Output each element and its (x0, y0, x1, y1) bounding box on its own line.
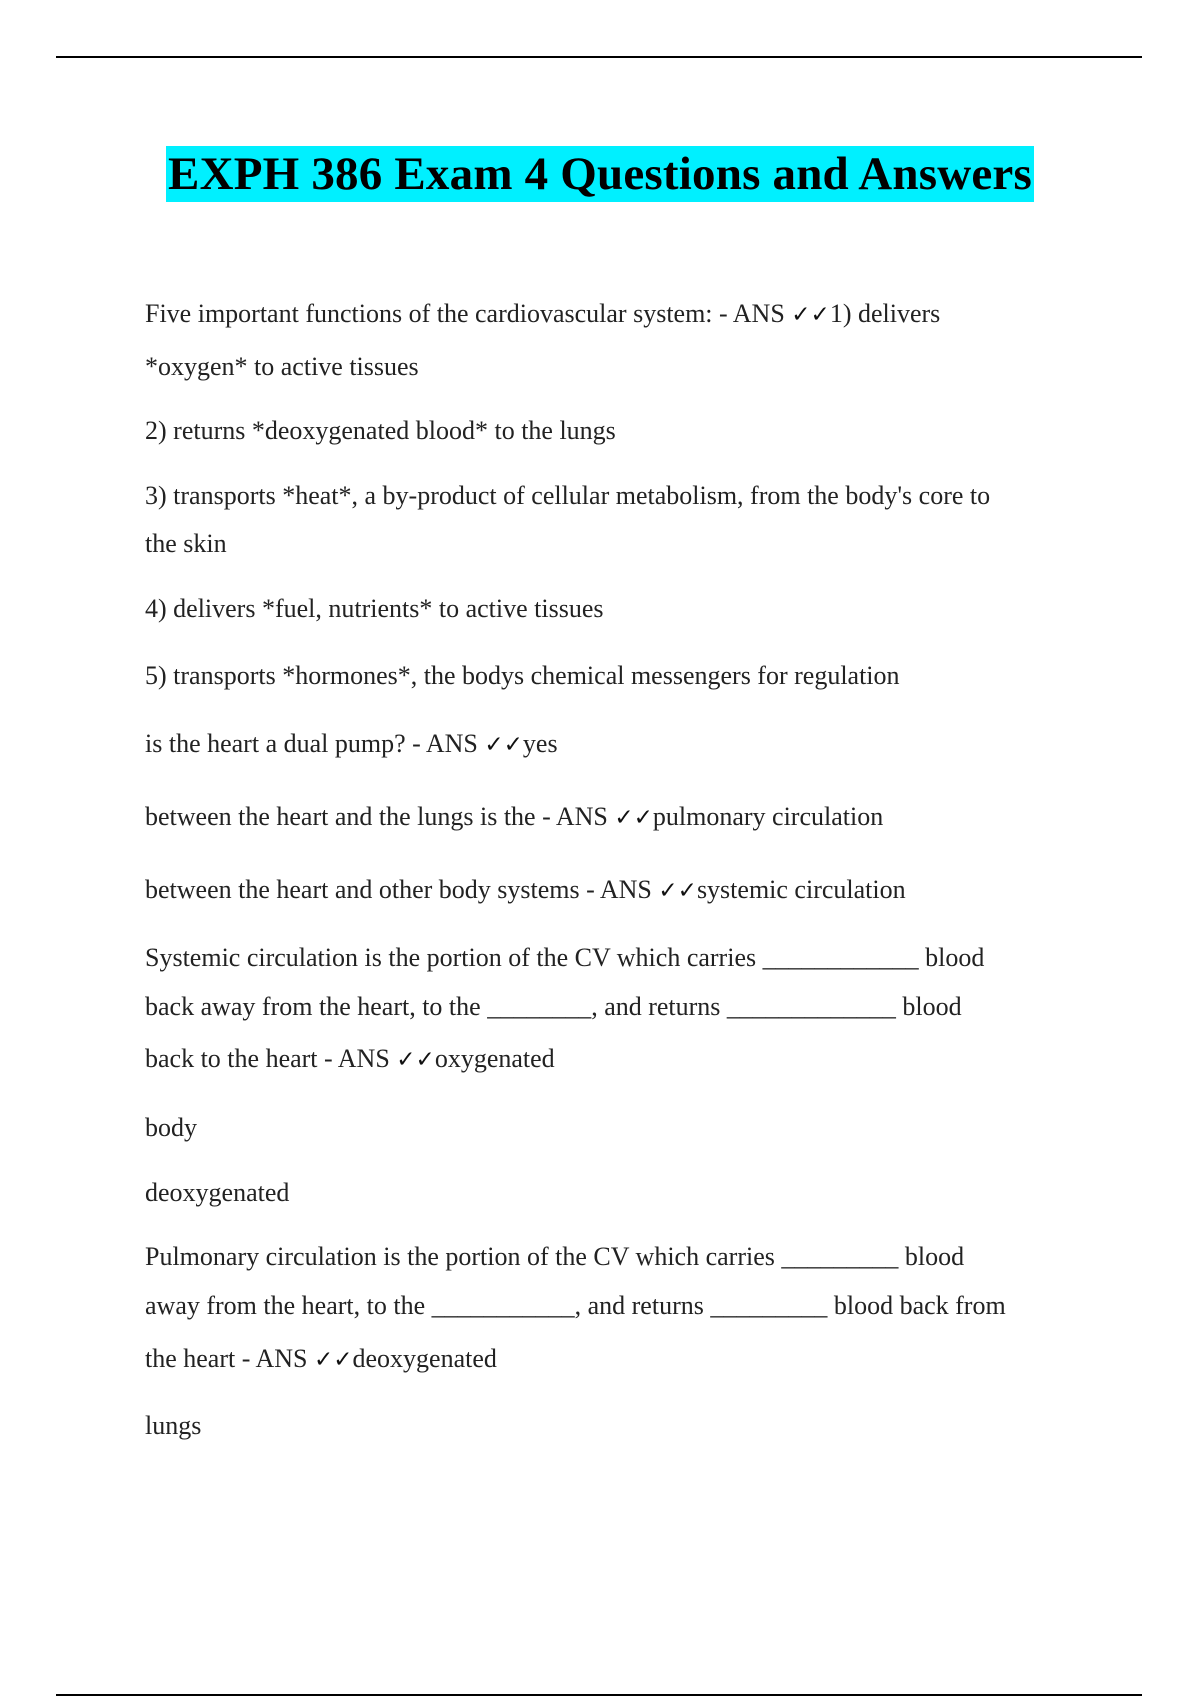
question-text: between the heart and the lungs is the - (145, 802, 556, 831)
text-line (145, 875, 906, 906)
ans-marker: ANS (425, 729, 478, 758)
title-block (0, 146, 1200, 202)
text-line (145, 1113, 197, 1143)
ans-marker: ANS (599, 875, 652, 904)
ans-marker: ANS (337, 1044, 390, 1073)
answer-text: oxygenated (434, 1044, 555, 1073)
text-line (145, 802, 883, 833)
text-line (145, 943, 984, 973)
answer-text: deoxygenated (145, 1178, 290, 1207)
question-text: between the heart and other body systems - (145, 875, 600, 904)
bottom-rule (56, 1694, 1142, 1696)
answer-text: systemic circulation (696, 875, 906, 904)
text-line (145, 729, 558, 760)
answer-text: body (145, 1113, 197, 1142)
question-text: Five important functions of the cardiovascular system: - (145, 299, 733, 328)
ans-marker: ANS (255, 1344, 308, 1373)
text-line (145, 1344, 497, 1375)
text-line (145, 352, 419, 382)
ans-marker: ANS (555, 802, 608, 831)
question-text: is the heart a dual pump? - (145, 729, 426, 758)
text-line (145, 992, 962, 1022)
text-line (145, 661, 900, 691)
answer-text: deoxygenated (352, 1344, 497, 1373)
document-title: EXPH 386 Exam 4 Questions and Answers (168, 148, 1032, 200)
text-line (145, 481, 990, 511)
text-line (145, 1242, 964, 1272)
text-line (145, 416, 616, 446)
question-text: back to the heart - (145, 1044, 338, 1073)
text-line (145, 1178, 289, 1208)
double-check-icon: ✓✓ (614, 805, 653, 831)
answer-text: *oxygen* to active tissues (145, 352, 419, 381)
question-text: back away from the heart, to the ________, and returns _____________ blood (145, 992, 962, 1021)
answer-text: 5) transports *hormones*, the bodys chemical messengers for regulation (145, 661, 900, 690)
text-line (145, 1291, 1006, 1321)
answer-text: yes (522, 729, 558, 758)
double-check-icon: ✓✓ (484, 732, 523, 758)
text-line (145, 299, 940, 330)
text-line (145, 1044, 555, 1075)
question-text: the heart - (145, 1344, 256, 1373)
text-line (145, 529, 227, 559)
text-line (145, 1411, 201, 1441)
question-text: Pulmonary circulation is the portion of the CV which carries _________ blood (145, 1242, 965, 1271)
question-text: away from the heart, to the ___________, and returns _________ blood back from (145, 1291, 1006, 1320)
answer-text: the skin (145, 529, 227, 558)
double-check-icon: ✓✓ (313, 1347, 353, 1373)
answer-text: 4) delivers *fuel, nutrients* to active tissues (145, 594, 604, 623)
question-text: Systemic circulation is the portion of the CV which carries ____________ blood (145, 943, 985, 972)
answer-text: 1) delivers (829, 299, 941, 328)
answer-text: 3) transports *heat*, a by-product of cellular metabolism, from the body's core to (145, 481, 991, 510)
top-rule (56, 56, 1142, 58)
double-check-icon: ✓✓ (658, 878, 697, 904)
double-check-icon: ✓✓ (791, 302, 830, 328)
double-check-icon: ✓✓ (396, 1047, 435, 1073)
answer-text: 2) returns *deoxygenated blood* to the lungs (145, 416, 616, 445)
answer-text: lungs (145, 1411, 202, 1440)
answer-text: pulmonary circulation (652, 802, 884, 831)
text-line (145, 594, 604, 624)
ans-marker: ANS (732, 299, 785, 328)
